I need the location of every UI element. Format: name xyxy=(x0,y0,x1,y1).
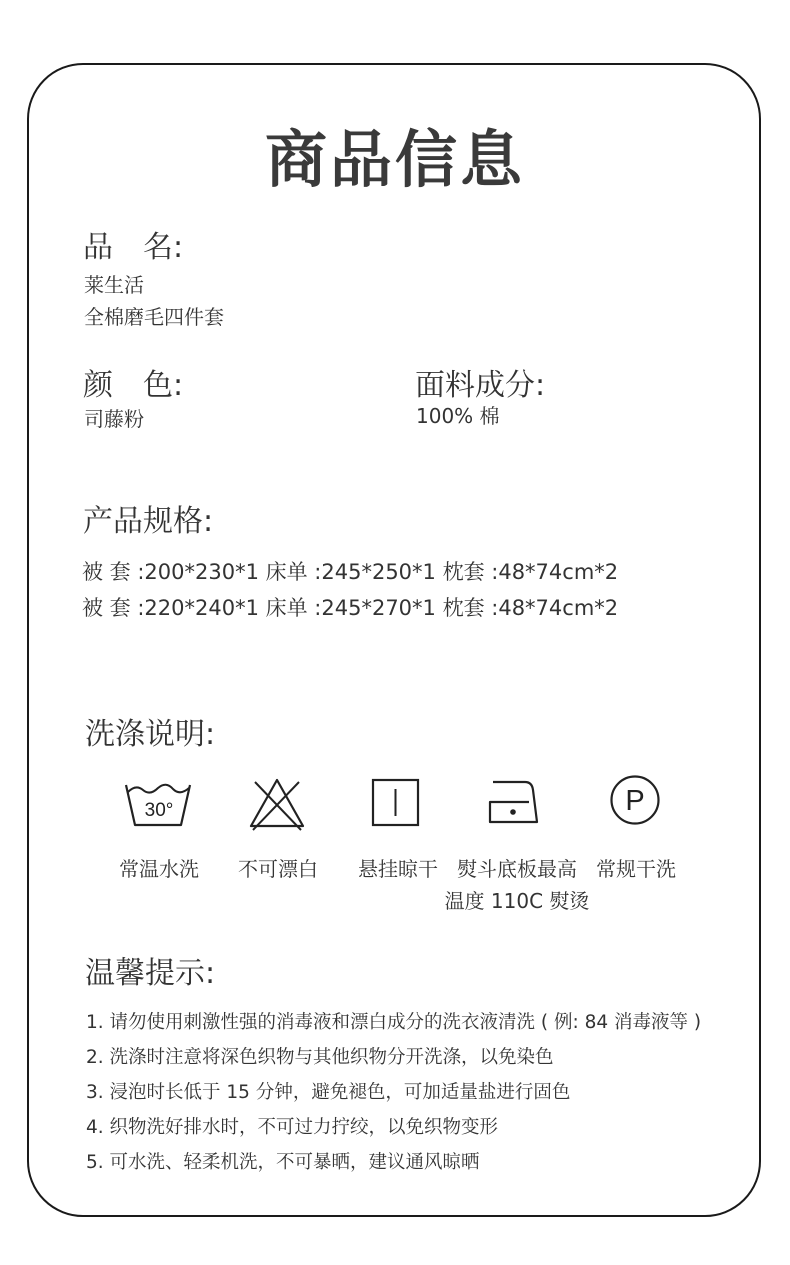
fabric-value: 100% 棉 xyxy=(416,404,500,428)
wash-label-3: 悬挂晾干 xyxy=(358,857,438,881)
wash-temp-text: 30° xyxy=(144,800,174,821)
dry-clean-letter: P xyxy=(625,785,645,817)
wash-label-4: 熨斗底板最高 xyxy=(457,857,577,881)
tips-label: 温馨提示: xyxy=(85,956,216,991)
wash-30-icon xyxy=(124,780,194,830)
tip-item-3: 3. 浸泡时长低于 15 分钟，避免褪色，可加适量盐进行固色 xyxy=(86,1082,571,1103)
line-dry-icon xyxy=(371,778,421,828)
wash-label-1: 常温水洗 xyxy=(119,857,199,881)
tip-item-5: 5. 可水洗、轻柔机洗，不可暴晒，建议通风晾晒 xyxy=(86,1152,480,1173)
color-value: 司藤粉 xyxy=(84,407,144,431)
wash-label-2: 不可漂白 xyxy=(238,857,318,881)
spec-line-1: 被 套 :200*230*1 床单 :245*250*1 枕套 :48*74cm*2 xyxy=(82,560,619,584)
iron-icon xyxy=(487,778,541,826)
product-name-line-1: 莱生活 xyxy=(84,273,144,297)
product-name-label: 品 名: xyxy=(83,230,184,265)
no-bleach-icon xyxy=(247,776,307,832)
wash-label-5: 常规干洗 xyxy=(596,857,676,881)
spec-line-2: 被 套 :220*240*1 床单 :245*270*1 枕套 :48*74cm*2 xyxy=(82,596,619,620)
tip-item-4: 4. 织物洗好排水时，不可过力拧绞，以免织物变形 xyxy=(86,1117,499,1138)
page-title: 商品信息 xyxy=(264,123,525,196)
tip-item-1: 1. 请勿使用刺激性强的消毒液和漂白成分的洗衣液清洗 ( 例: 84 消毒液等 ) xyxy=(86,1012,702,1033)
fabric-label: 面料成分: xyxy=(415,368,546,403)
wash-label-4b: 温度 110C 熨烫 xyxy=(444,889,590,913)
wash-label: 洗涤说明: xyxy=(85,717,216,752)
tip-item-2: 2. 洗涤时注意将深色织物与其他织物分开洗涤，以免染色 xyxy=(86,1047,554,1068)
spec-label: 产品规格: xyxy=(83,504,214,539)
dry-clean-p-icon xyxy=(609,774,661,826)
color-label: 颜 色: xyxy=(83,368,184,403)
product-name-line-2: 全棉磨毛四件套 xyxy=(84,305,224,329)
